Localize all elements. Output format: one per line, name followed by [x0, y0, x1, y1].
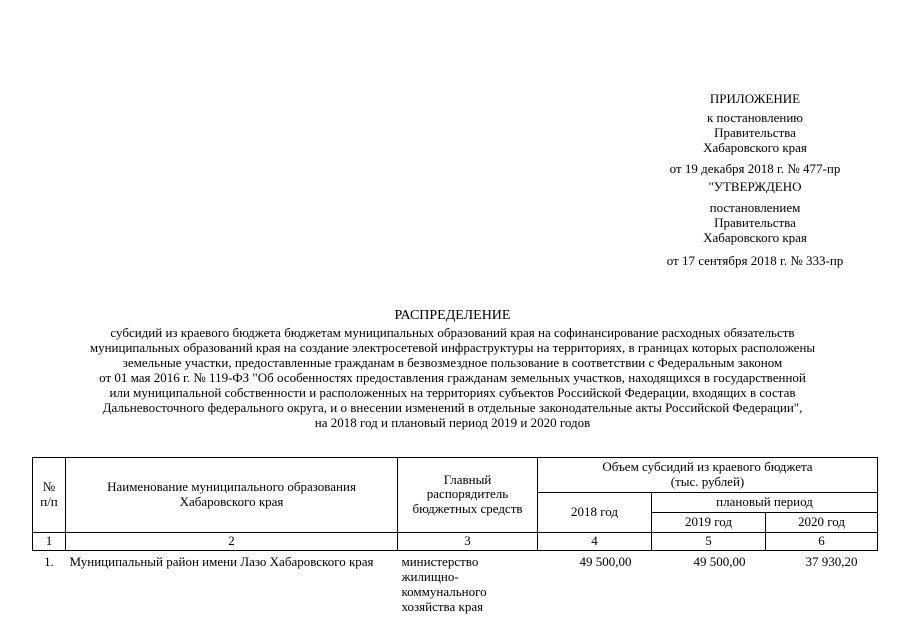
appendix-line-1: к постановлению — [706, 109, 804, 125]
description-line: от 01 мая 2016 г. № 119-ФЗ "Об особенностях предоставления гражданам земельных участков, находящихся в государственной — [99, 369, 806, 385]
subsidy-table-wrap — [32, 457, 878, 617]
row-municipality: Муниципальный район имени Лазо Хабаровского края — [69, 553, 374, 569]
header-volume: Объем субсидий из краевого бюджета (тыс. рублей) — [538, 458, 878, 493]
description-line: субсидий из краевого бюджета бюджетам муниципальных образований края на софинансирование расходных обязательств — [110, 325, 795, 341]
column-number: 1 — [33, 532, 66, 550]
document-title-block — [20, 308, 885, 431]
approved-block — [640, 180, 870, 269]
header-2019: 2019 год — [652, 512, 766, 532]
column-number: 5 — [652, 532, 766, 550]
description-line: на 2018 год и плановый период 2019 и 2020 годов — [314, 414, 591, 430]
column-number: 6 — [766, 532, 878, 550]
appendix-line-4: от 19 декабря 2018 г. № 477-пр — [669, 160, 841, 176]
header-row — [33, 458, 878, 493]
approved-line-3: Хабаровского края — [703, 229, 807, 245]
column-number: 3 — [398, 532, 538, 550]
header-2020: 2020 год — [766, 512, 878, 532]
table-row — [33, 550, 878, 616]
appendix-line-3: Хабаровского края — [703, 139, 807, 155]
header-num: № п/п — [33, 458, 66, 533]
description-line: муниципальных образований края на создание электросетевой инфраструктуры на территориях, в границах которых расположены — [89, 340, 816, 356]
appendix-block — [640, 92, 870, 177]
approved-line-4: от 17 сентября 2018 г. № 333-пр — [666, 252, 844, 268]
document-title: РАСПРЕДЕЛЕНИЕ — [394, 308, 511, 323]
subsidy-table — [32, 457, 878, 617]
row-2019: 49 500,00 — [693, 553, 746, 569]
approved-title: "УТВЕРЖДЕНО — [708, 179, 802, 194]
header-planned: плановый период — [652, 492, 878, 512]
row-num: 1. — [44, 553, 54, 569]
row-2018: 49 500,00 — [579, 553, 632, 569]
description-line: земельные участки, предоставленные гражданам в безвозмездное пользование в соответствии с Федеральным законом — [122, 354, 783, 370]
row-2020: 37 930,20 — [805, 553, 858, 569]
header-2018: 2018 год — [538, 492, 652, 532]
approved-line-2: Правительства — [714, 214, 796, 230]
description-line: Дальневосточного федерального округа, и о внесении изменений в отдельные законодательные акты Российской Федерации", — [102, 399, 803, 415]
column-number: 4 — [538, 532, 652, 550]
header-name: Наименование муниципального образования Хабаровского края — [66, 458, 398, 533]
header-manager: Главный распорядитель бюджетных средств — [398, 458, 538, 533]
row-manager: министерство жилищно-коммунального хозяйства края — [401, 553, 487, 614]
column-number: 2 — [66, 532, 398, 550]
approved-line-1: постановлением — [709, 199, 801, 215]
appendix-line-2: Правительства — [714, 124, 796, 140]
appendix-title: ПРИЛОЖЕНИЕ — [709, 91, 801, 106]
column-number-row — [33, 532, 878, 550]
description-line: или муниципальной собственности и расположенных на территориях субъектов Российской Федерации, входящих в состав — [109, 384, 796, 400]
document-description — [20, 326, 885, 431]
